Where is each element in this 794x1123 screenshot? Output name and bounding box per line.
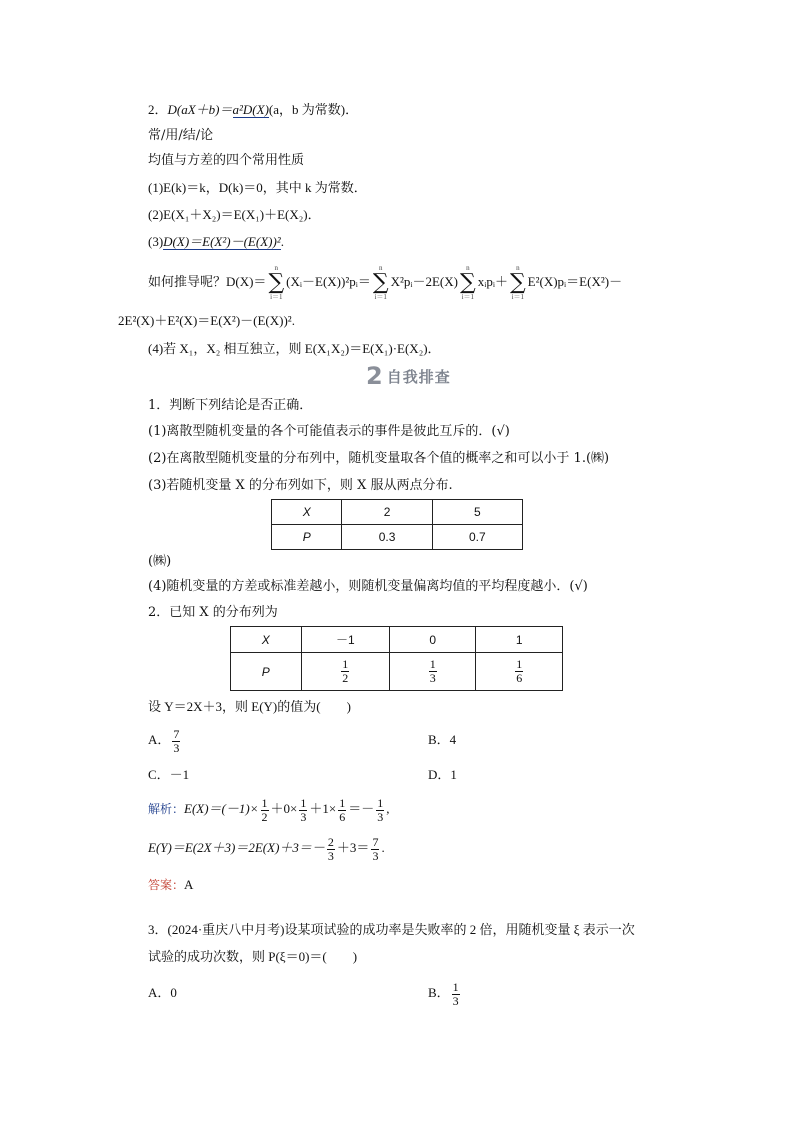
fraction: $\frac{1}{6}$ [516,657,523,685]
fraction: $\frac{1}{3}$ [300,795,307,824]
q2-option-a: A． $\frac{7}{3}$ [148,726,180,755]
q1-statement-3-mark: (㈱) [148,554,172,569]
summation-symbol: n ∑ i＝1 [372,264,389,302]
fraction: $\frac{1}{6}$ [339,795,346,824]
q1-statement-1: (1)离散型随机变量的各个可能值表示的事件是彼此互斥的．(√) [148,424,510,439]
property-3-tail: . [280,234,284,249]
table-cell [301,653,389,691]
derivation-term-3: xᵢpᵢ＋ [477,274,508,289]
section-heading: 常/用/结/论 [148,128,214,143]
q1-statement-3: (3)若随机变量 X 的分布列如下，则 X 服从两点分布. [148,478,453,493]
property-2 [148,101,358,119]
fraction: $\frac{1}{2}$ [342,657,349,685]
self-check-banner [366,364,466,388]
summation-symbol: n ∑ i＝1 [459,264,476,302]
derivation-term-1: (Xᵢ－E(X))²pᵢ＝ [286,274,371,289]
q2-option-d: D．1 [428,767,457,782]
q2-distribution-table [230,626,563,691]
q2-solution-line-2: E(Y)＝E(2X＋3)＝2E(X)＋3＝－ $\frac{2}{3}$ ＋3＝ $\frac{7}{3}$ . [148,834,385,863]
fraction: $\frac{1}{2}$ [261,795,268,824]
table-cell: P [272,525,342,550]
answer-label: 答案： [148,878,185,892]
q3-line-1: 3．(2024·重庆八中月考)设某项试验的成功率是失败率的 2 倍，用随机变量 ξ 表示一次 [148,922,635,937]
summation-symbol: n ∑ i＝1 [509,264,526,302]
property-2-answer: a²D(X) [232,102,269,117]
fraction: $\frac{1}{3}$ [452,979,459,1008]
q3-option-b: B． $\frac{1}{3}$ [428,979,459,1008]
derivation-term-2: X²pᵢ－2E(X) [390,274,458,289]
table-cell: X [231,627,302,653]
q1-stem: 1．判断下列结论是否正确． [148,398,313,413]
section-subheading: 均值与方差的四个常用性质 [148,153,305,168]
solution-label: 解析： [148,802,185,816]
q2-stem: 2．已知 X 的分布列为 [148,605,278,620]
derivation-line-2: 2E²(X)＋E²(X)＝E(X²)－(E(X))². [118,313,295,328]
q2-question: 设 Y＝2X＋3，则 E(Y)的值为( ) [148,699,351,714]
property-3-pre: (3) [148,234,164,249]
fraction: $\frac{1}{3}$ [377,795,384,824]
table-cell: 0.7 [432,525,522,550]
q2-solution-line-1: 解析：E(X)＝(－1)× $\frac{1}{2}$ ＋0× $\frac{1}{3}$ ＋1× $\frac{1}{6}$ ＝－ $\frac{1}{3}$ , [148,795,390,824]
table-cell: 2 [342,500,432,525]
banner-number: 2 [366,362,383,390]
property-3 [148,233,284,251]
q3-option-a: A．0 [148,985,177,1000]
q2-option-b: B．4 [428,732,457,747]
table-cell: X [272,500,342,525]
table-cell: 5 [432,500,522,525]
table-cell: －1 [301,627,389,653]
q2-option-c: C．－1 [148,767,190,782]
table-cell: P [231,653,302,691]
property-2-num: 2． [148,102,168,117]
table-cell: 0.3 [342,525,432,550]
q3-line-2: 试验的成功次数，则 P(ξ＝0)＝( ) [148,949,358,964]
fraction: $\frac{2}{3}$ [327,834,334,863]
fraction: $\frac{1}{3}$ [429,657,436,685]
derivation-term-4: E²(X)pᵢ＝E(X²)－ [527,274,623,289]
derivation-line-1 [148,262,622,302]
q1-statement-2: (2)在离散型随机变量的分布列中，随机变量取各个值的概率之和可以小于 1.(㈱) [148,451,610,466]
table-cell [476,653,563,691]
property-1: (1)E(k)＝k，D(k)＝0，其中 k 为常数． [148,180,367,195]
property-4: (4)若 X₁，X₂ 相互独立，则 E(X₁X₂)＝E(X₁)·E(X₂)． [148,341,441,356]
fraction: $\frac{7}{3}$ [173,726,180,755]
q2-answer [148,876,193,894]
property-2b: (2)E(X₁＋X₂)＝E(X₁)＋E(X₂)． [148,207,321,222]
summation-symbol: n ∑ i＝1 [268,264,285,302]
table-cell: 0 [390,627,476,653]
answer-value: A [184,877,194,892]
table-cell: 1 [476,627,563,653]
table-cell [390,653,476,691]
fraction: $\frac{7}{3}$ [372,834,379,863]
property-3-answer: D(X)＝E(X²)－(E(X))² [163,234,281,249]
banner-text: 自我排查 [386,367,451,386]
property-2-tail: (a，b 为常数)． [268,102,359,117]
q1-distribution-table [271,499,523,550]
derivation-intro: 如何推导呢？D(X)＝ [148,274,267,289]
q1-statement-4: (4)随机变量的方差或标准差越小，则随机变量偏离均值的平均程度越小．(√) [148,579,588,594]
property-2-expr: D(aX＋b)＝ [167,102,233,117]
